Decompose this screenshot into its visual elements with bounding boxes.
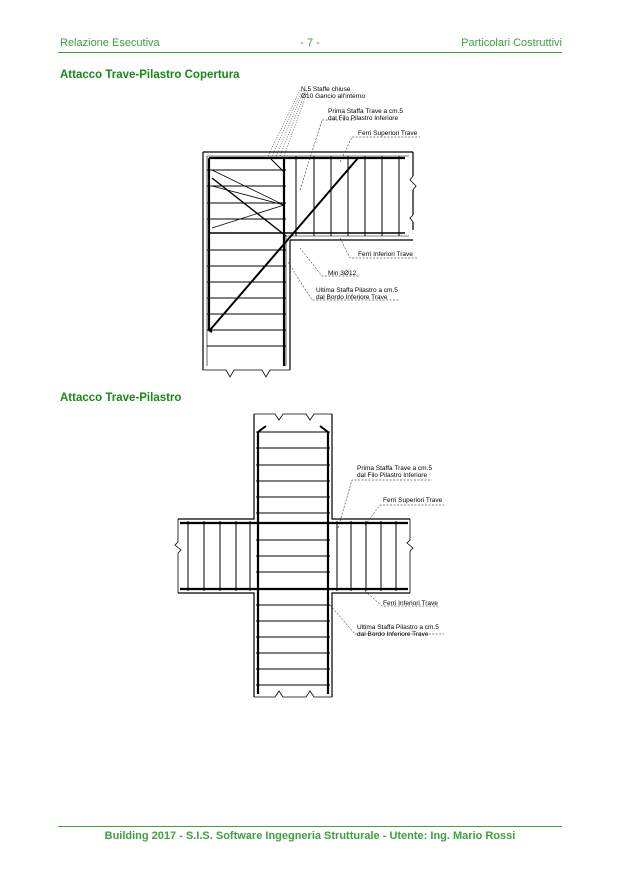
label-first-beam-stirrup-1: Prima Staffa Trave a cm.5 [328, 108, 404, 115]
label2-top-bars: Ferri Superiori Trave [383, 497, 443, 504]
label-bottom-bars: Ferri Inferiori Trave [358, 251, 413, 258]
label2-bottom-bars: Ferri Inferiori Trave [383, 600, 438, 607]
footer-text: Building 2017 - S.I.S. Software Ingegneria Strutturale - Utente: Ing. Mario Rossi [104, 830, 516, 842]
label2-first-beam-stirrup-2: dal Filo Pilastro Inferiore [357, 472, 428, 479]
header-report-title: Relazione Esecutiva [60, 37, 160, 49]
header-section-title: Particolari Costruttivi [461, 37, 562, 49]
label-last-column-stirrup-2: dal Bordo Inferiore Trave [316, 294, 388, 301]
label-last-column-stirrup-1: Ultima Staffa Pilastro a cm.5 [316, 287, 398, 294]
label2-first-beam-stirrup-1: Prima Staffa Trave a cm.5 [357, 465, 433, 472]
label-closed-stirrups-2: Ø10 Gancio all'interno [301, 93, 366, 100]
label-first-beam-stirrup-2: dal Filo Pilastro Inferiore [328, 115, 399, 122]
section1-title: Attacco Trave-Pilastro Copertura [60, 69, 240, 81]
label-closed-stirrups-1: N.5 Staffe chiuse [301, 86, 351, 93]
label2-last-column-stirrup-2: dal Bordo Inferiore Trave [357, 631, 429, 638]
section2-title: Attacco Trave-Pilastro [60, 392, 182, 404]
label2-last-column-stirrup-1: Ultima Staffa Pilastro a cm.5 [357, 624, 439, 631]
header-page-number: - 7 - [300, 37, 320, 49]
label-min-bars: Min 3Ø12 [328, 270, 357, 277]
drawing-beam-column-joint [175, 414, 444, 697]
footer-rule [58, 826, 562, 827]
label-top-bars: Ferri Superiori Trave [358, 130, 418, 137]
